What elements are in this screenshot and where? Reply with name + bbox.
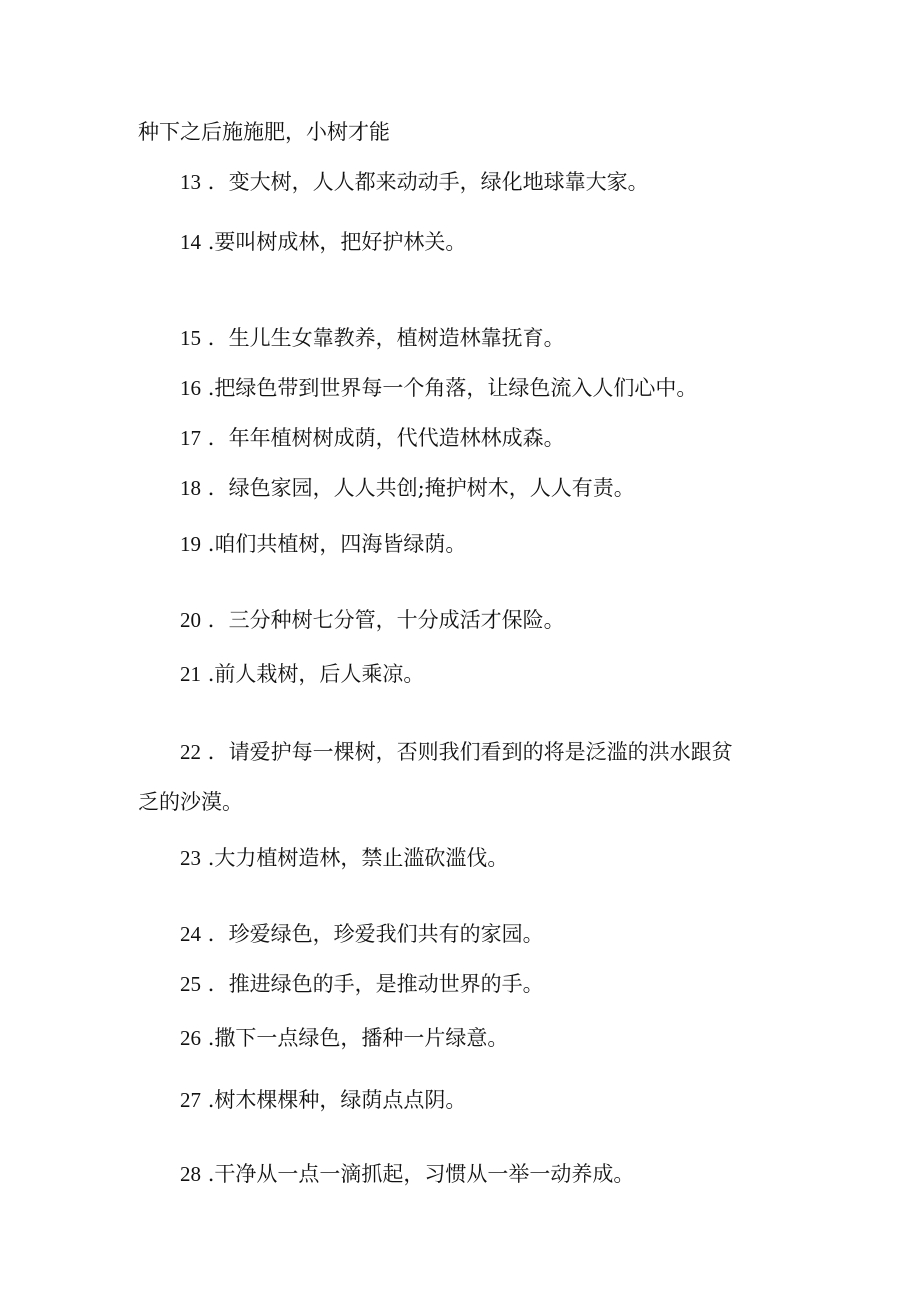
- list-item-19: [180, 530, 466, 558]
- item-text: ．变大树，人人都来动动手，绿化地球靠大家。: [207, 170, 649, 194]
- list-item-13: [180, 168, 649, 196]
- item-number: 26: [180, 1026, 201, 1050]
- list-item-20: [180, 606, 565, 634]
- item-text: .咱们共植树，四海皆绿荫。: [207, 532, 467, 556]
- item-number: 14: [180, 230, 201, 254]
- item-text: .树木棵棵种，绿荫点点阴。: [207, 1088, 467, 1112]
- list-item-27: [180, 1086, 466, 1114]
- text-line-continuation: 乏的沙漠。: [138, 790, 243, 814]
- item-text: .撒下一点绿色，播种一片绿意。: [207, 1026, 509, 1050]
- list-item-26: [180, 1024, 508, 1052]
- item-number: 23: [180, 846, 201, 870]
- item-number: 15: [180, 326, 201, 350]
- item-text: ．推进绿色的手，是推动世界的手。: [207, 972, 544, 996]
- item-number: 25: [180, 972, 201, 996]
- list-item-14: [180, 228, 466, 256]
- item-number: 21: [180, 662, 201, 686]
- item-text: .大力植树造林，禁止滥砍滥伐。: [207, 846, 509, 870]
- list-item-22: [180, 738, 733, 766]
- item-number: 13: [180, 170, 201, 194]
- item-text: ．年年植树树成荫，代代造林林成森。: [207, 426, 565, 450]
- item-number: 20: [180, 608, 201, 632]
- list-item-23: [180, 844, 508, 872]
- item-number: 22: [180, 740, 201, 764]
- item-text: ．绿色家园，人人共创;掩护树木，人人有责。: [207, 476, 635, 500]
- list-item-28: [180, 1160, 634, 1188]
- item-text: .把绿色带到世界每一个角落，让绿色流入人们心中。: [207, 376, 698, 400]
- item-number: 24: [180, 922, 201, 946]
- list-item-25: [180, 970, 544, 998]
- list-item-18: [180, 474, 635, 502]
- text-line-continuation: 种下之后施施肥，小树才能: [138, 120, 390, 144]
- list-item-15: [180, 324, 565, 352]
- item-text: ．生儿生女靠教养，植树造林靠抚育。: [207, 326, 565, 350]
- item-number: 27: [180, 1088, 201, 1112]
- list-item-24: [180, 920, 544, 948]
- list-item-21: [180, 660, 424, 688]
- item-number: 28: [180, 1162, 201, 1186]
- item-text: ．请爱护每一棵树，否则我们看到的将是泛滥的洪水跟贫: [207, 740, 733, 764]
- item-number: 19: [180, 532, 201, 556]
- item-text: ．珍爱绿色，珍爱我们共有的家园。: [207, 922, 544, 946]
- list-item-17: [180, 424, 565, 452]
- item-number: 16: [180, 376, 201, 400]
- list-item-16: [180, 374, 697, 402]
- item-number: 18: [180, 476, 201, 500]
- item-text: .要叫树成林，把好护林关。: [207, 230, 467, 254]
- item-text: .前人栽树，后人乘凉。: [207, 662, 425, 686]
- item-text: ．三分种树七分管，十分成活才保险。: [207, 608, 565, 632]
- item-text: .干净从一点一滴抓起，习惯从一举一动养成。: [207, 1162, 635, 1186]
- item-number: 17: [180, 426, 201, 450]
